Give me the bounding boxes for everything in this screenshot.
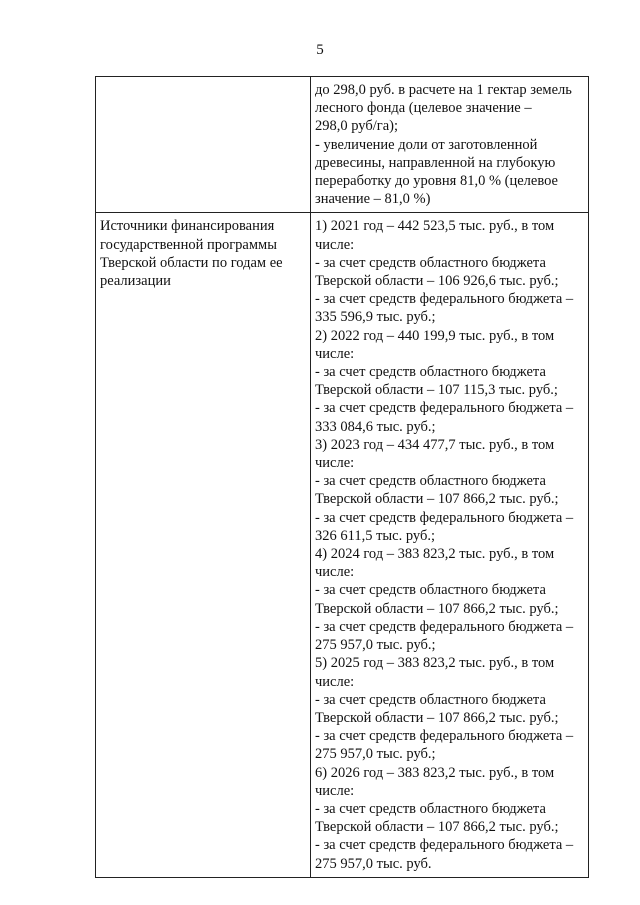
text-line: числе: [315, 782, 355, 799]
text-line: Тверской области – 107 866,2 тыс. руб.; [315, 491, 559, 508]
table-row [96, 213, 589, 877]
text-line: 275 957,0 тыс. руб. [315, 855, 432, 872]
text-line: переработку до уровня 81,0 % (целевое [315, 173, 558, 190]
text-line: Тверской области – 106 926,6 тыс. руб.; [315, 273, 559, 290]
funding-sources-value-cell [311, 213, 589, 877]
text-line: 298,0 руб/га); [315, 118, 399, 135]
text-line: Тверской области по годам ее [100, 254, 283, 271]
text-line: 335 596,9 тыс. руб.; [315, 309, 436, 326]
text-line: 6) 2026 год – 383 823,2 тыс. руб., в том [315, 764, 555, 781]
text-line: 5) 2025 год – 383 823,2 тыс. руб., в том [315, 655, 555, 672]
text-line: числе: [315, 673, 355, 690]
text-line: 275 957,0 тыс. руб.; [315, 637, 436, 654]
text-line: Тверской области – 107 115,3 тыс. руб.; [315, 382, 558, 399]
text-line: 1) 2021 год – 442 523,5 тыс. руб., в том [315, 218, 555, 235]
text-line: - за счет средств областного бюджета [315, 364, 546, 381]
text-line: - за счет средств областного бюджета [315, 473, 546, 490]
text-line: - за счет средств федерального бюджета – [315, 728, 574, 745]
text-line: до 298,0 руб. в расчете на 1 гектар земель [315, 82, 572, 98]
text-line: числе: [315, 345, 355, 362]
program-passport-table [95, 76, 589, 878]
text-line: числе: [315, 236, 355, 253]
text-line: - за счет средств областного бюджета [315, 800, 546, 817]
text-line: реализации [100, 273, 171, 290]
text-line: 333 084,6 тыс. руб.; [315, 418, 436, 435]
text-line: - за счет средств областного бюджета [315, 691, 546, 708]
text-line: числе: [315, 455, 355, 472]
text-line: - за счет средств областного бюджета [315, 254, 546, 271]
row-1-left-cell [96, 77, 311, 213]
text-line: лесного фонда (целевое значение – [315, 100, 532, 117]
text-line: государственной программы [100, 236, 277, 253]
text-line: - за счет средств федерального бюджета – [315, 509, 574, 526]
text-line: Тверской области – 107 866,2 тыс. руб.; [315, 819, 559, 836]
text-line: древесины, направленной на глубокую [315, 154, 556, 171]
text-line: - увеличение доли от заготовленной [315, 136, 538, 153]
row-1-right-cell [311, 77, 589, 213]
text-line: Источники финансирования [100, 218, 275, 235]
text-line: 326 611,5 тыс. руб.; [315, 527, 436, 544]
text-line: - за счет средств федерального бюджета – [315, 400, 574, 417]
text-line: Тверской области – 107 866,2 тыс. руб.; [315, 600, 559, 617]
table-row [96, 77, 589, 213]
page-number: 5 [316, 42, 324, 58]
text-line: - за счет средств федерального бюджета – [315, 618, 574, 635]
text-line: - за счет средств федерального бюджета – [315, 291, 574, 308]
text-line: числе: [315, 564, 355, 581]
text-line: 2) 2022 год – 440 199,9 тыс. руб., в том [315, 327, 555, 344]
text-line: 275 957,0 тыс. руб.; [315, 746, 436, 763]
text-line: 3) 2023 год – 434 477,7 тыс. руб., в том [315, 436, 555, 453]
text-line: значение – 81,0 %) [315, 191, 431, 208]
text-line: - за счет средств федерального бюджета – [315, 837, 574, 854]
funding-sources-label-cell [96, 213, 311, 877]
text-line: Тверской области – 107 866,2 тыс. руб.; [315, 709, 559, 726]
text-line: 4) 2024 год – 383 823,2 тыс. руб., в том [315, 546, 555, 563]
text-line: - за счет средств областного бюджета [315, 582, 546, 599]
